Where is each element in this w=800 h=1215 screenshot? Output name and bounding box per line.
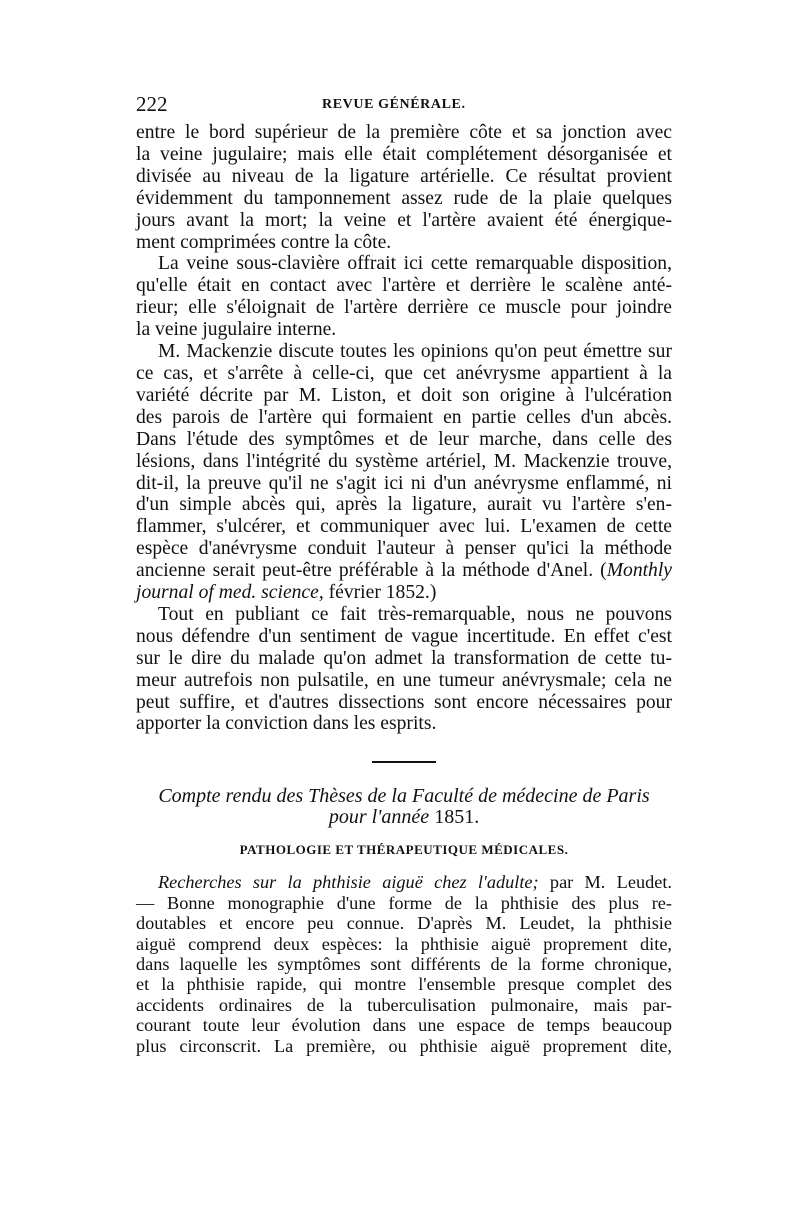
text-line: dit-il, la preuve qu'il ne s'agit ici ni d'un anévrysme enflammé, ni	[136, 472, 672, 494]
text-line: lésions, dans l'intégrité du système artériel, M. Mackenzie trouve,	[136, 450, 672, 472]
text-line: courant toute leur évolution dans une espace de temps beaucoup	[136, 1015, 672, 1036]
paragraph	[136, 604, 672, 735]
subheading: PATHOLOGIE ET THÉRAPEUTIQUE MÉDICALES.	[239, 842, 569, 858]
running-title: REVUE GÉNÉRALE.	[322, 97, 466, 112]
section-year: 1851.	[429, 806, 480, 829]
text-line: qu'elle était en contact avec l'artère et derrière le scalène anté-	[136, 275, 672, 297]
text-line: variété décrite par M. Liston, et doit son origine à l'ulcération	[136, 384, 672, 406]
text-line: divisée au niveau de la ligature artérielle. Ce résultat provient	[136, 165, 672, 187]
text-line: aiguë comprend deux espèces: la phthisie aiguë proprement dite,	[136, 933, 672, 954]
text-line: la veine jugulaire; mais elle était complétement désorganisée et	[136, 143, 672, 165]
entry-title-line	[136, 872, 672, 892]
text-line: évidemment du tamponnement assez rude de la plaie quelques	[136, 187, 672, 209]
text-line: ment comprimées contre la côte.	[136, 231, 392, 253]
text-line: flammer, s'ulcérer, et communiquer avec lui. L'examen de cette	[136, 516, 672, 538]
text-line	[136, 582, 672, 604]
text-line: rieur; elle s'éloignait de l'artère derrière ce muscle pour joindre	[136, 297, 672, 319]
citation-journal-cont: journal of med. science,	[136, 582, 324, 604]
text-line: nous défendre d'un sentiment de vague incertitude. En effet c'est	[136, 625, 672, 647]
text-line: des parois de l'artère qui formaient en partie celles d'un abcès.	[136, 406, 672, 428]
text-fragment: ancienne serait peut-être préférable à la méthode d'Anel. (	[136, 560, 607, 582]
paragraph	[136, 122, 672, 253]
paragraph	[136, 253, 672, 341]
paragraph	[136, 341, 672, 604]
text-line: apporter la conviction dans les esprits.	[136, 713, 437, 735]
text-line: d'un simple abcès qui, après la ligature, aurait vu l'artère s'en-	[136, 494, 672, 516]
text-line: La veine sous-clavière offrait ici cette remarquable disposition,	[158, 253, 672, 275]
entry-author: par M. Leudet.	[538, 872, 672, 893]
text-line: plus circonscrit. La première, ou phthisie aiguë proprement dite,	[136, 1035, 672, 1056]
entry-title: Recherches sur la phthisie aiguë chez l'adulte;	[158, 872, 539, 893]
text-line: M. Mackenzie discute toutes les opinions qu'on peut émettre sur	[158, 341, 672, 363]
text-line: Tout en publiant ce fait très-remarquable, nous ne pouvons	[158, 603, 672, 625]
thesis-entry	[136, 872, 672, 1056]
text-fragment: février 1852.)	[323, 582, 437, 604]
text-line-with-citation	[136, 560, 672, 582]
text-line: ce cas, et s'arrête à celle-ci, que cet anévrysme appartient à la	[136, 362, 672, 384]
section-divider	[372, 761, 436, 763]
text-line: jours avant la mort; la veine et l'artère avaient été énergique-	[136, 209, 672, 231]
text-line: dans laquelle les symptômes sont différents de la forme chronique,	[136, 954, 672, 974]
text-line: Dans l'étude des symptômes et de leur marche, dans celle des	[136, 428, 672, 450]
article-body	[136, 122, 672, 735]
section-title	[136, 786, 672, 828]
page	[136, 92, 672, 1056]
section-title-line: Compte rendu des Thèses de la Faculté de médecine de Paris	[158, 785, 650, 808]
text-line: accidents ordinaires de la tuberculisation pulmonaire, mais par-	[136, 994, 672, 1015]
text-line: entre le bord supérieur de la première côte et sa jonction avec	[136, 122, 672, 143]
text-line: — Bonne monographie d'une forme de la phthisie des plus re-	[136, 892, 672, 913]
page-number: 222	[136, 92, 168, 116]
text-line: meur autrefois non pulsatile, en une tumeur anévrysmale; cela ne	[136, 669, 672, 691]
text-line: doutables et encore peu connue. D'après M. Leudet, la phthisie	[136, 913, 672, 934]
text-line: sur le dire du malade qu'on admet la transformation de cette tu-	[136, 647, 672, 669]
page-header	[136, 92, 672, 122]
text-line: peut suffire, et d'autres dissections sont encore nécessaires pour	[136, 691, 672, 713]
text-line: et la phthisie rapide, qui montre l'ensemble presque complet des	[136, 974, 672, 995]
section-title-line	[136, 807, 672, 828]
section-title-fragment: pour l'année	[328, 806, 430, 829]
text-line: la veine jugulaire interne.	[136, 319, 337, 341]
citation-journal: Monthly	[606, 560, 672, 582]
text-line: espèce d'anévrysme conduit l'auteur à penser qu'ici la méthode	[136, 538, 672, 560]
